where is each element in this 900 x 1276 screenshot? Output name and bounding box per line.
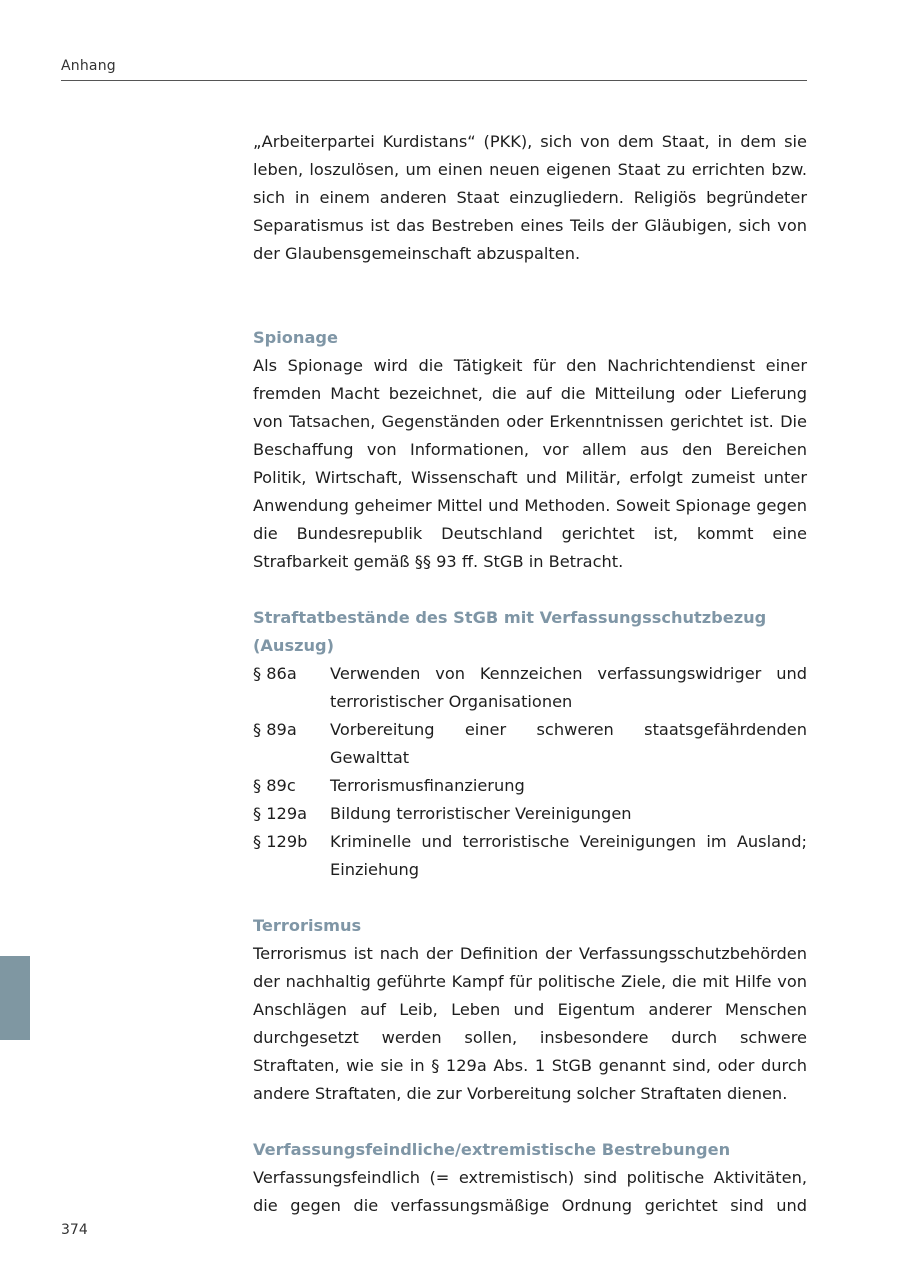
- straftatbestaende-heading: Straftatbestände des StGB mit Verfassungsschutzbezug (Auszug): [253, 608, 767, 655]
- statute-number: § 129b: [253, 832, 308, 851]
- section-straftatbestaende: [253, 604, 807, 884]
- statute-description: Vorbereitung einer schweren staatsgefährdenden Gewalttat: [330, 720, 807, 767]
- statute-item: [253, 800, 807, 828]
- spionage-heading: Spionage: [253, 328, 338, 347]
- statute-number: § 89a: [253, 720, 297, 739]
- statute-item: [253, 828, 807, 884]
- statute-number: § 129a: [253, 804, 308, 823]
- header-rule: [61, 80, 807, 81]
- statute-number: § 86a: [253, 664, 297, 683]
- spacer: [253, 268, 807, 324]
- chapter-tab-marker: [0, 956, 30, 1040]
- intro-paragraph: „Arbeiterpartei Kurdistans“ (PKK), sich von dem Staat, in dem sie leben, loszulösen, um einen neuen eigenen Staat zu errichten bzw. sich in einem anderen Staat einzugliedern. Religiös begründeter Separatismus ist das Bestreben eines Teils der Gläubigen, sich von der Glaubensgemeinschaft abzuspalten.: [253, 132, 807, 263]
- verfassungsfeindlich-paragraph: Verfassungsfeindlich (= extremistisch) sind politische Aktivitäten, die gegen die verfassungsmäßige Ordnung gerichtet sind und: [253, 1168, 807, 1215]
- spacer: [253, 884, 807, 912]
- spacer: [253, 1108, 807, 1136]
- statute-description: Kriminelle und terroristische Vereinigungen im Ausland; Einziehung: [330, 832, 807, 879]
- section-terrorismus: [253, 912, 807, 1108]
- spacer: [253, 576, 807, 604]
- page-number: 374: [61, 1222, 88, 1238]
- spionage-paragraph: Als Spionage wird die Tätigkeit für den Nachrichtendienst einer fremden Macht bezeichnet, die auf die Mitteilung oder Lieferung von Tatsachen, Gegenständen oder Erkenntnissen gerichtet ist. Die Beschaffung von Informationen, vor allem aus den Bereichen Politik, Wirtschaft, Wissenschaft und Militär, erfolgt zumeist unter Anwendung geheimer Mittel und Methoden. Soweit Spionage gegen die Bundesrepublik Deutschland gerichtet ist, kommt eine Strafbarkeit gemäß §§ 93 ff. StGB in Betracht.: [253, 356, 807, 571]
- running-header: Anhang: [61, 58, 116, 74]
- section-verfassungsfeindlich: [253, 1136, 807, 1220]
- terrorismus-heading: Terrorismus: [253, 916, 362, 935]
- statute-item: [253, 660, 807, 716]
- statute-item: [253, 716, 807, 772]
- terrorismus-paragraph: Terrorismus ist nach der Definition der Verfassungsschutzbehörden der nachhaltig geführte Kampf für politische Ziele, die mit Hilfe von Anschlägen auf Leib, Leben und Eigentum anderer Menschen durchgesetzt werden sollen, insbesondere durch schwere Straftaten, wie sie in § 129a Abs. 1 StGB genannt sind, oder durch andere Straftaten, die zur Vorbereitung solcher Straftaten dienen.: [253, 944, 807, 1103]
- main-content: [253, 128, 807, 1220]
- verfassungsfeindlich-heading: Verfassungsfeindliche/extremistische Bestrebungen: [253, 1140, 731, 1159]
- statute-number: § 89c: [253, 776, 296, 795]
- statute-description: Terrorismusfinanzierung: [330, 776, 525, 795]
- statute-description: Verwenden von Kennzeichen verfassungswidriger und terroristischer Organisationen: [330, 664, 807, 711]
- statute-list: [253, 660, 807, 884]
- section-spionage: [253, 324, 807, 576]
- statute-description: Bildung terroristischer Vereinigungen: [330, 804, 632, 823]
- statute-item: [253, 772, 807, 800]
